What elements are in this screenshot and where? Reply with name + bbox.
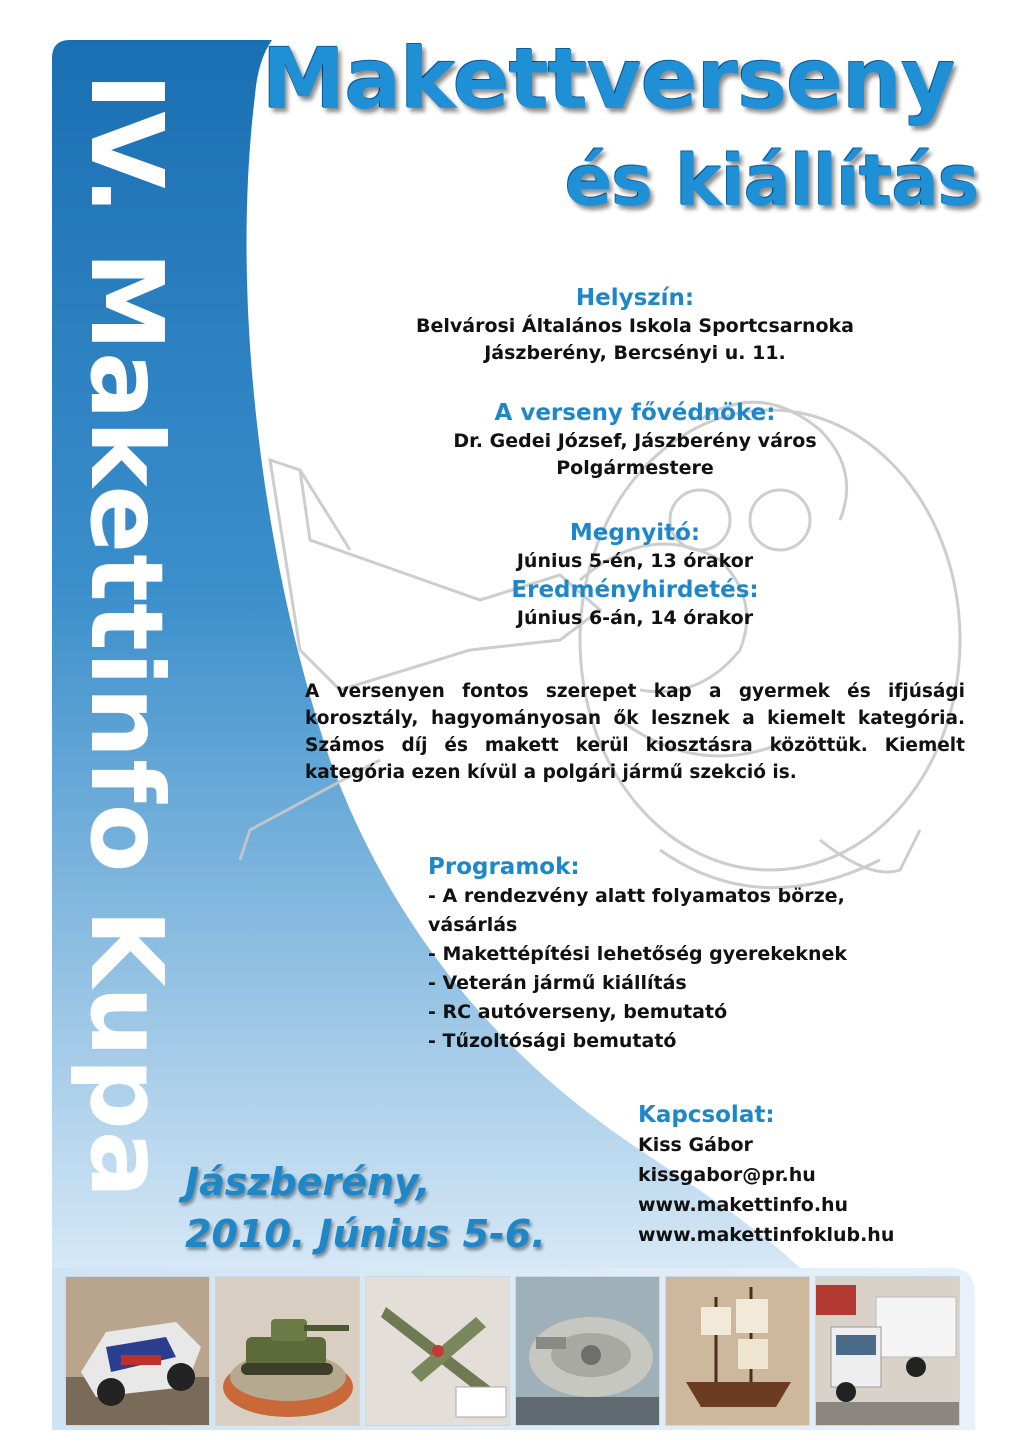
headline-makettverseny: Makettverseny <box>262 30 955 128</box>
program-item: - Tűzoltósági bemutató <box>428 1030 677 1052</box>
headline-es-kiallitas: és kiállítás <box>565 140 979 222</box>
programs-title: Programok: <box>428 854 580 880</box>
photo-sailing-ship-model <box>665 1276 810 1426</box>
program-item: - Makettépítési lehetőség gyerekeknek <box>428 943 847 965</box>
contact-section <box>638 1100 998 1250</box>
opening-text: Június 5-én, 13 órakor <box>516 550 754 572</box>
patron-line1: Dr. Gedei József, Jászberény város <box>453 430 817 452</box>
contact-title: Kapcsolat: <box>638 1102 775 1128</box>
photo-airplane-model <box>365 1276 510 1426</box>
description-paragraph: A versenyen fontos szerepet kap a gyermek és ifjúsági korosztály, hagyományosan ők lesznek a kiemelt kategória. Számos díj és makett kerül kiosztásra közöttük. Kiemelt kategória ezen kívül a polgári jármű szekció is. <box>305 681 965 783</box>
program-item: - Veterán jármű kiállítás <box>428 972 687 994</box>
vertical-title-text: IV. Makettinfo Kupa <box>68 73 185 1200</box>
venue-line1: Belvárosi Általános Iskola Sportcsarnoka <box>415 315 854 337</box>
place-text: Jászberény, <box>185 1160 431 1204</box>
patron-section <box>300 398 970 482</box>
photo-strip <box>60 1276 965 1426</box>
results-title: Eredményhirdetés: <box>511 577 759 603</box>
patron-title: A verseny fővédnöke: <box>494 400 776 426</box>
venue-line2: Jászberény, Bercsényi u. 11. <box>484 342 786 364</box>
programs-section <box>428 852 988 1056</box>
patron-line2: Polgármestere <box>556 457 714 479</box>
program-item: vásárlás <box>428 914 518 936</box>
photo-spaceship-model <box>515 1276 660 1426</box>
program-item: - RC autóverseny, bemutató <box>428 1001 728 1023</box>
program-item: - A rendezvény alatt folyamatos börze, <box>428 885 845 907</box>
photo-tank-diorama <box>215 1276 360 1426</box>
opening-section <box>300 518 970 632</box>
vertical-title <box>60 55 190 1325</box>
contact-website-makettinfo[interactable]: www.makettinfo.hu <box>638 1194 849 1216</box>
opening-title: Megnyitó: <box>569 520 701 546</box>
photo-truck-models <box>815 1276 960 1426</box>
photo-race-car-model <box>65 1276 210 1426</box>
results-text: Június 6-án, 14 órakor <box>516 607 754 629</box>
venue-title: Helyszín: <box>575 285 695 311</box>
date-text: 2010. Június 5-6. <box>185 1212 546 1256</box>
venue-section <box>300 283 970 367</box>
contact-website-makettinfoklub[interactable]: www.makettinfoklub.hu <box>638 1224 895 1246</box>
programs-list <box>428 882 988 1056</box>
contact-email[interactable]: kissgabor@pr.hu <box>638 1164 816 1186</box>
contact-name: Kiss Gábor <box>638 1134 753 1156</box>
